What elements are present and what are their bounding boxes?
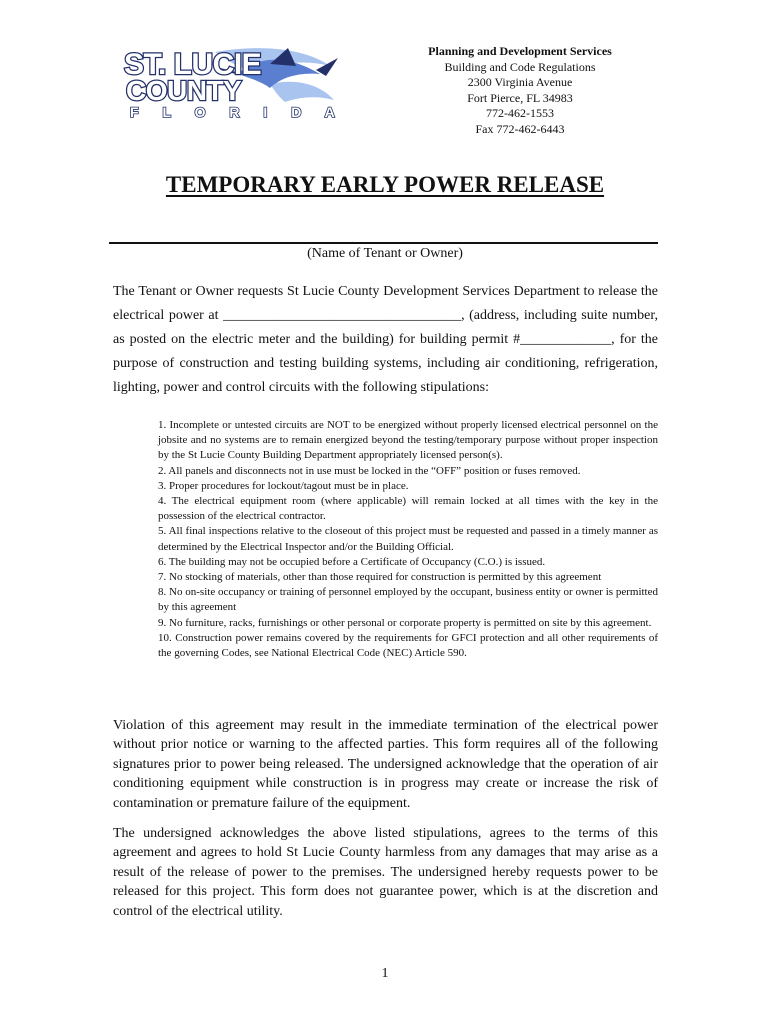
stipulation-item: 8. No on-site occupancy or training of personnel employed by the occupant, business entity or owner is permitted by this agreement	[158, 586, 658, 614]
intro-paragraph	[113, 280, 658, 400]
stipulation-item: 1. Incomplete or untested circuits are NOT to be energized without properly licensed electrical personnel on the jobsite and no systems are to remain energized beyond the testing/temporary purpose without proper inspection by the St Lucie County Building Department appropriately licensed person(s).	[158, 419, 658, 462]
logo-line1: ST. LUCIE	[124, 48, 262, 81]
intro-line: as posted on the electric meter and the building) for building permit #_____________, for the	[113, 332, 658, 347]
street-address: 2300 Virginia Avenue	[467, 75, 573, 90]
stipulation-item: 2. All panels and disconnects not in use must be locked in the “OFF” position or fuses removed.	[158, 464, 581, 477]
logo-line3: F L O R I D A	[130, 104, 342, 120]
document-title	[0, 172, 770, 198]
acknowledgement-paragraph: The undersigned acknowledges the above listed stipulations, agrees to the terms of this agreement and agrees to hold St Lucie County harmless from any damages that may arise as a result of the release of power to the premises. The undersigned hereby requests power to be released for this project. This form does not guarantee power, which is at the discretion and control of the electrical utility.	[113, 826, 658, 919]
office-address-block	[400, 44, 640, 138]
fax-number: Fax 772-462-6443	[475, 121, 565, 136]
stipulations-list	[158, 418, 658, 661]
stipulation-item: 9. No furniture, racks, furnishings or other personal or corporate property is permitted on site by this agreement.	[158, 616, 652, 629]
stipulation-item: 3. Proper procedures for lockout/tagout must be in place.	[158, 479, 409, 492]
page-number: 1	[381, 966, 389, 981]
intro-line: The Tenant or Owner requests St Lucie County Development Services Department to release the	[113, 284, 658, 299]
violation-paragraph: Violation of this agreement may result in the immediate termination of the electrical power without prior notice or warning to the affected parties. This form requires all of the following signatures prior to power being released. The undersigned acknowledge that the operation of air conditioning equipment while construction is in progress may create or increase the risk of contamination or premature failure of the equipment.	[113, 718, 658, 811]
stipulation-item: 6. The building may not be occupied before a Certificate of Occupancy (C.O.) is issued.	[158, 555, 546, 568]
stipulation-item: 5. All final inspections relative to the closeout of this project must be requested and passed in a timely manner as determined by the Electrical Inspector and/or the Building Official.	[158, 525, 658, 553]
city-state-zip: Fort Pierce, FL 34983	[467, 90, 573, 105]
logo-line2: COUNTY	[126, 75, 242, 106]
county-logo-graphic	[120, 44, 342, 122]
intro-line: purpose of construction and testing building systems, including air conditioning, refrigeration,	[113, 356, 658, 371]
department-name: Planning and Development Services	[428, 44, 612, 58]
stipulation-item: 10. Construction power remains covered by the requirements for GFCI protection and all other requirements of the governing Codes, see National Electrical Code (NEC) Article 590.	[158, 631, 658, 660]
intro-line: lighting, power and control circuits with the following stipulations:	[113, 380, 490, 395]
stipulation-item: 7. No stocking of materials, other than those required for construction is permitted by this agreement	[158, 571, 602, 584]
intro-line: electrical power at __________________________________, (address, including suite number,	[113, 308, 658, 323]
county-logo	[120, 44, 342, 122]
document-title-text: TEMPORARY EARLY POWER RELEASE	[165, 172, 605, 197]
tenant-name-caption: (Name of Tenant or Owner)	[307, 246, 463, 261]
stipulation-item: 4. The electrical equipment room (where applicable) will remain locked at all times with the key in the possession of the electrical contractor.	[158, 495, 658, 523]
tenant-name-line[interactable]	[109, 242, 658, 244]
division-name: Building and Code Regulations	[444, 59, 596, 74]
phone-number: 772-462-1553	[486, 106, 554, 121]
